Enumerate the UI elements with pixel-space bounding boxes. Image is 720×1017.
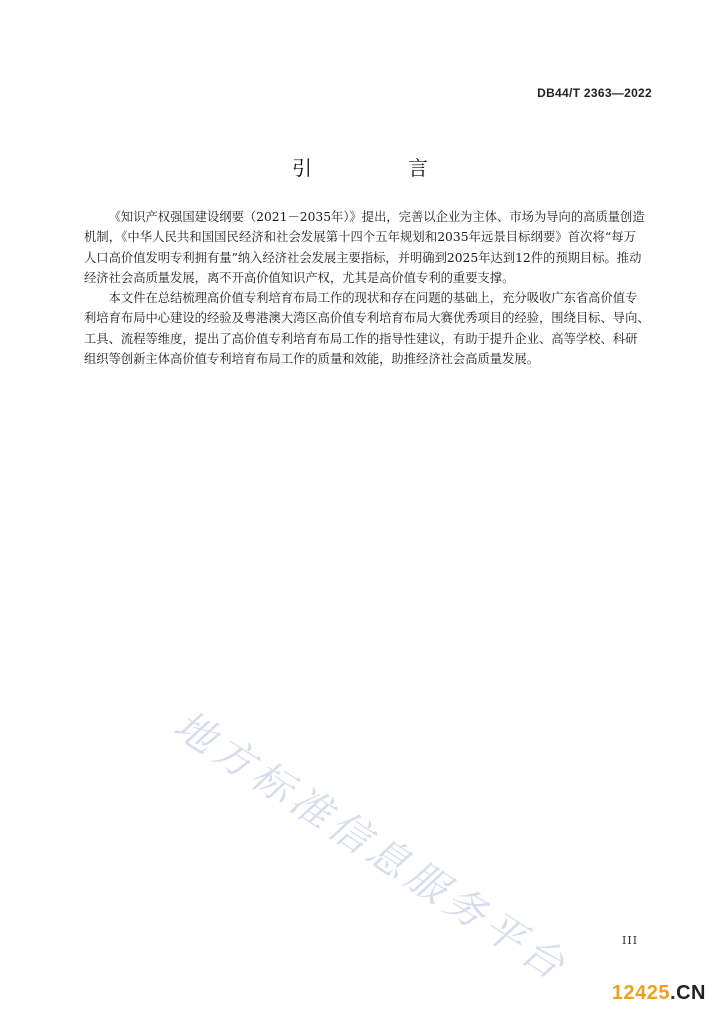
text-line: 人口高价值发明专利拥有量”纳入经济社会发展主要指标，并明确到2025年达到12件的预期目标。推动 xyxy=(84,250,642,265)
page-title: 引 言 xyxy=(292,156,466,180)
paragraph-2 xyxy=(84,288,650,369)
standard-number: DB44/T 2363—2022 xyxy=(537,86,652,100)
logo-dot: . xyxy=(670,982,677,1004)
text-line: 工具、流程等维度，提出了高价值专利培育布局工作的指导性建议，有助于提升企业、高等学校、科研 xyxy=(84,331,638,346)
site-logo[interactable] xyxy=(612,982,706,1005)
paragraph-1 xyxy=(84,207,645,288)
text-line: 组织等创新主体高价值专利培育布局工作的质量和效能，助推经济社会高质量发展。 xyxy=(84,352,539,367)
introduction-body xyxy=(84,207,650,369)
logo-number: 12425 xyxy=(611,982,671,1004)
watermark: 地方标准信息服务平台 xyxy=(165,702,577,992)
text-line: 经济社会高质量发展，离不开高价值知识产权，尤其是高价值专利的重要支撑。 xyxy=(84,270,515,285)
text-line: 本文件在总结梳理高价值专利培育布局工作的现状和存在问题的基础上，充分吸收广东省高价值专 xyxy=(108,291,638,306)
text-line: 《知识产权强国建设纲要（2021－2035年）》提出，完善以企业为主体、市场为导向的高质量创造 xyxy=(108,210,645,224)
text-line: 机制，《中华人民共和国国民经济和社会发展第十四个五年规划和2035年远景目标纲要》首次将“每万 xyxy=(84,230,636,245)
page-number: III xyxy=(622,934,639,947)
logo-suffix: CN xyxy=(676,982,706,1004)
text-line: 利培育布局中心建设的经验及粤港澳大湾区高价值专利培育布局大赛优秀项目的经验，围绕目标、导向、 xyxy=(84,311,650,326)
